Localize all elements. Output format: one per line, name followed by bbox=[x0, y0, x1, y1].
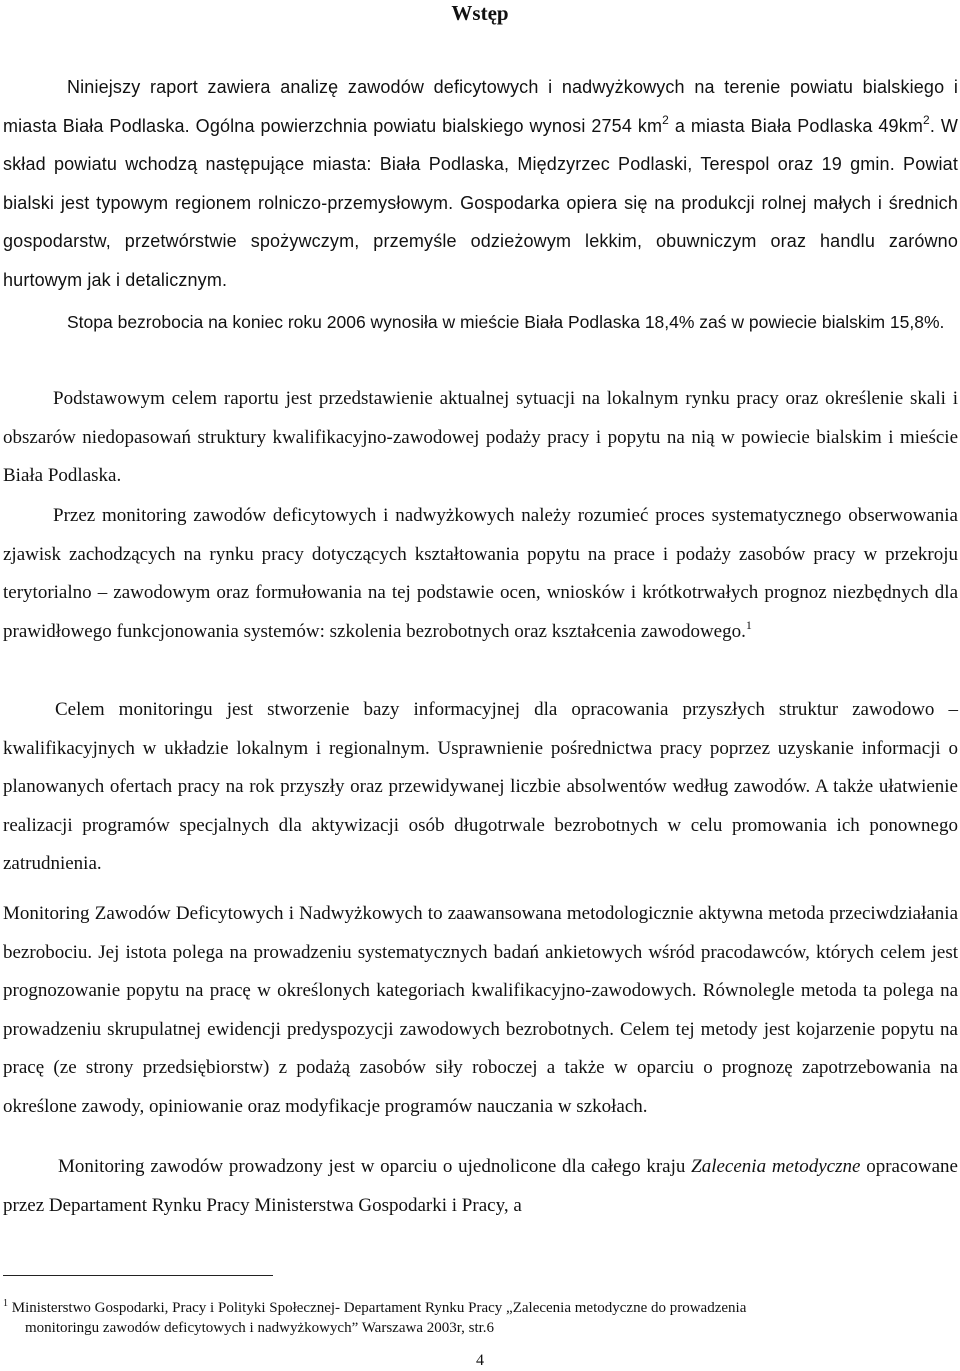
footnote-line bbox=[3, 1298, 958, 1318]
page-number: 4 bbox=[476, 1352, 484, 1369]
superscript: 2 bbox=[662, 112, 669, 127]
paragraph-text: Niniejszy raport zawiera analizę zawodów deficytowych i nadwyżkowych na terenie powiatu bialskiego i miasta Biała Podlaska. Ogólna powierzchnia powiatu bialskiego wynosi 2754 km bbox=[3, 77, 958, 136]
footnote-separator bbox=[3, 1275, 273, 1276]
paragraph-text: opracowane przez Departament Rynku Pracy Ministerstwa Gospodarki i Pracy, a bbox=[3, 1156, 958, 1216]
paragraph-monitoring-definition bbox=[3, 497, 958, 651]
footnote-text: Ministerstwo Gospodarki, Pracy i Polityki Społecznej- Departament Rynku Pracy „Zalecenia metodyczne do prowadzenia bbox=[8, 1300, 747, 1316]
paragraph-purpose: Podstawowym celem raportu jest przedstawienie aktualnej sytuacji na lokalnym rynku pracy oraz określenie skali i obszarów niedopasowań struktury kwalifikacyjno-zawodowej podaży pracy i popytu na nią w powiecie bialskim i mieście Biała Podlaska. bbox=[3, 388, 958, 487]
paragraph-text: . W skład powiatu wchodzą następujące miasta: Biała Podlaska, Międzyrzec Podlaski, Terespol oraz 19 gmin. Powiat bialski jest typowym regionem rolniczo-przemysłowym. Gospodarka opiera się na produkcji rolnej małych i średnich gospodarstw, przetwórstwie spożywczym, przemyśle odzieżowym lekkim, obuwniczym oraz handlu zarówno hurtowym jak i detalicznym. bbox=[3, 115, 958, 290]
footnote bbox=[3, 1298, 958, 1338]
footnote-mark: 1 bbox=[3, 1298, 8, 1309]
paragraph-text: a miasta Biała Podlaska 49km bbox=[668, 115, 923, 136]
paragraph-method: Monitoring Zawodów Deficytowych i Nadwyżkowych to zaawansowana metodologicznie aktywna metoda przeciwdziałania bezrobociu. Jej istota polega na prowadzeniu systematycznych badań ankietowych wśród pracodawców, których celem jest prognozowanie popytu na pracę w określonych kategoriach kwalifikacyjno-zawodowych. Równolegle metoda ta polega na prowadzeniu skrupulatnej ewidencji predyspozycji zawodowych bezrobotnych. Celem tej metody jest kojarzenie popytu na pracę (ze strony przedsiębiorstw) z podażą zasobów siły roboczej a także w oparciu o prognozę zapotrzebowania na określone zawody, opiniowanie oraz modyfikacje programów nauczania w szkołach. bbox=[3, 903, 958, 1117]
paragraph-guidelines bbox=[3, 1148, 958, 1225]
footnote-line: monitoringu zawodów deficytowych i nadwyżkowych” Warszawa 2003r, str.6 bbox=[25, 1320, 495, 1336]
paragraph-intro bbox=[3, 68, 958, 300]
paragraph-unemployment: Stopa bezrobocia na koniec roku 2006 wynosiła w mieście Biała Podlaska 18,4% zaś w powiecie bialskim 15,8%. bbox=[67, 312, 945, 332]
paragraph-monitoring-goal: Celem monitoringu jest stworzenie bazy informacyjnej dla opracowania przyszłych struktur zawodowo – kwalifikacyjnych w układzie lokalnym i regionalnym. Usprawnienie pośrednictwa pracy poprzez uzyskanie informacji o planowanych ofertach pracy na rok przyszły oraz przewidywanej liczbie absolwentów według zawodów. A także ułatwienie realizacji programów specjalnych dla aktywizacji osób długotrwale bezrobotnych w celu promowania ich ponownego zatrudnienia. bbox=[3, 699, 958, 875]
footnote-reference: 1 bbox=[745, 617, 752, 632]
superscript: 2 bbox=[923, 112, 930, 127]
paragraph-text: Monitoring zawodów prowadzony jest w oparciu o ujednolicone dla całego kraju bbox=[58, 1156, 692, 1177]
italic-title: Zalecenia metodyczne bbox=[691, 1156, 861, 1177]
page-title: Wstęp bbox=[451, 1, 509, 25]
paragraph-text: Przez monitoring zawodów deficytowych i nadwyżkowych należy rozumieć proces systematycznego obserwowania zjawisk zachodzących na rynku pracy dotyczących kształtowania popytu na prace i podaży zasobów pracy w przekroju terytorialno – zawodowym oraz formułowania na tej podstawie ocen, wniosków i krótkotrwałych prognoz niezbędnych dla prawidłowego funkcjonowania systemów: szkolenia bezrobotnych oraz kształcenia zawodowego. bbox=[3, 505, 958, 642]
